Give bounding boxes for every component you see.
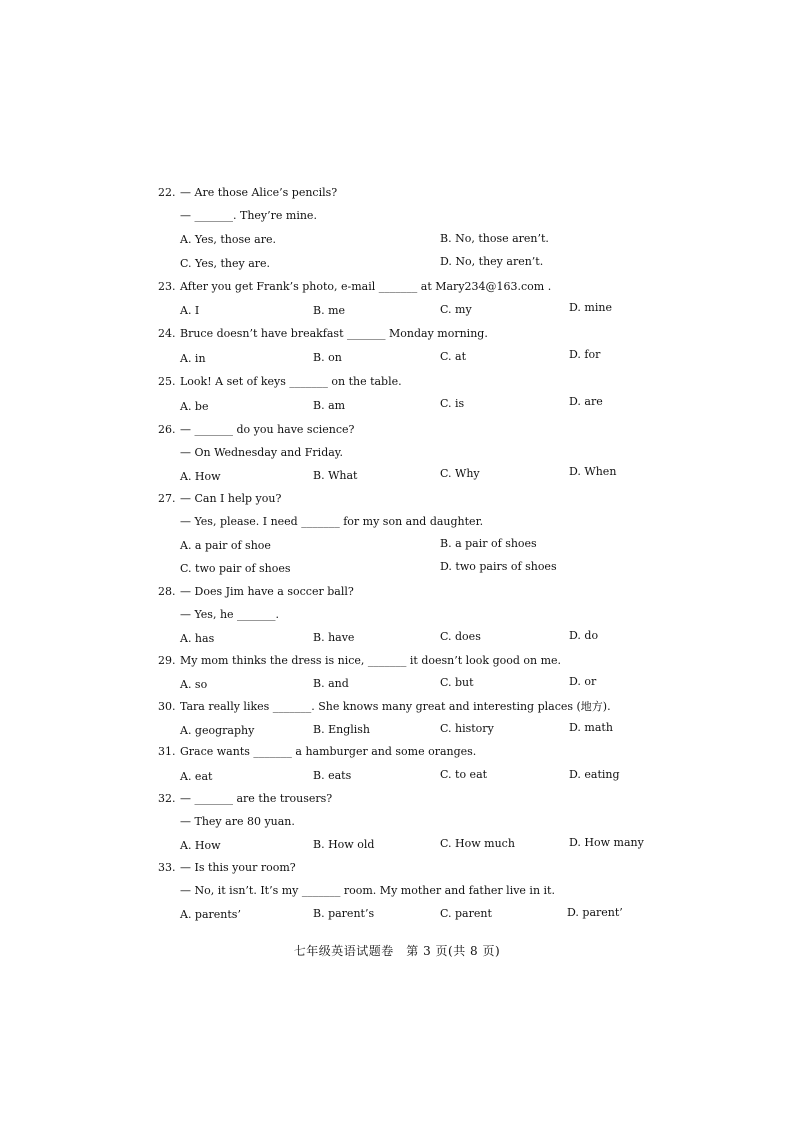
question-number: 26. [158, 423, 176, 436]
question-26-option-d: D. When [569, 465, 617, 478]
question-28-option-a: A. has [180, 632, 215, 645]
question-26-answer-line: — On Wednesday and Friday. [180, 446, 344, 459]
question-30-option-a: A. geography [180, 724, 255, 737]
question-28-stem [158, 585, 354, 599]
question-32-option-c: C. How much [440, 837, 515, 850]
question-33-stem [158, 861, 296, 875]
question-29-option-a: A. so [180, 678, 208, 691]
question-number: 33. [158, 861, 176, 874]
question-text: — _______ are the trousers? [180, 792, 333, 805]
question-text: — _______ do you have science? [180, 423, 355, 436]
question-30-option-d: D. math [569, 721, 613, 734]
question-23-stem [158, 280, 551, 294]
question-26-option-c: C. Why [440, 467, 480, 480]
question-24-option-b: B. on [313, 351, 342, 364]
question-number: 24. [158, 327, 176, 340]
question-25-stem [158, 375, 402, 389]
question-32-option-d: D. How many [569, 836, 644, 849]
question-27-option-a: A. a pair of shoe [180, 539, 271, 552]
question-number: 29. [158, 654, 176, 667]
question-number: 25. [158, 375, 176, 388]
question-24-option-a: A. in [180, 352, 206, 365]
question-number: 23. [158, 280, 176, 293]
question-29-option-d: D. or [569, 675, 597, 688]
page-footer: 七年级英语试题卷 第 3 页(共 8 页) [293, 944, 501, 958]
question-27-stem [158, 492, 281, 506]
question-25-option-c: C. is [440, 397, 465, 410]
question-32-stem [158, 792, 332, 806]
question-25-option-a: A. be [180, 400, 209, 413]
question-22-option-c: C. Yes, they are. [180, 257, 271, 270]
question-28-option-d: D. do [569, 629, 599, 642]
question-23-option-b: B. me [313, 304, 346, 317]
question-22-answer-line: — _______. They’re mine. [180, 209, 317, 222]
question-27-option-b: B. a pair of shoes [440, 537, 537, 550]
question-text: After you get Frank’s photo, e-mail _______ at Mary234@163.com . [180, 280, 552, 293]
question-number: 32. [158, 792, 176, 805]
question-text: — Are those Alice’s pencils? [180, 186, 338, 199]
question-33-option-a: A. parents’ [180, 908, 241, 921]
question-23-option-d: D. mine [569, 301, 612, 314]
question-31-option-c: C. to eat [440, 768, 488, 781]
question-25-option-b: B. am [313, 399, 346, 412]
question-26-stem [158, 423, 354, 437]
question-22-stem [158, 186, 337, 200]
question-24-option-d: D. for [569, 348, 601, 361]
question-24-option-c: C. at [440, 350, 466, 363]
question-text: — Is this your room? [180, 861, 296, 874]
question-25-option-d: D. are [569, 395, 603, 408]
question-27-option-d: D. two pairs of shoes [440, 560, 557, 573]
question-23-option-c: C. my [440, 303, 472, 316]
question-22-option-b: B. No, those aren’t. [440, 232, 549, 245]
question-29-stem [158, 654, 561, 668]
question-33-answer-line: — No, it isn’t. It’s my _______ room. My mother and father live in it. [180, 884, 555, 897]
question-22-option-a: A. Yes, those are. [180, 233, 276, 246]
question-23-option-a: A. I [180, 304, 200, 317]
question-28-option-c: C. does [440, 630, 481, 643]
question-number: 27. [158, 492, 176, 505]
question-26-option-b: B. What [313, 469, 358, 482]
question-text: My mom thinks the dress is nice, _______ it doesn’t look good on me. [180, 654, 562, 667]
question-27-option-c: C. two pair of shoes [180, 562, 291, 575]
question-33-option-c: C. parent [440, 907, 492, 920]
question-28-option-b: B. have [313, 631, 355, 644]
question-32-option-a: A. How [180, 839, 221, 852]
question-text: — Can I help you? [180, 492, 282, 505]
question-number: 30. [158, 700, 176, 713]
question-31-option-d: D. eating [569, 768, 620, 781]
question-30-option-c: C. history [440, 722, 494, 735]
question-31-stem [158, 745, 476, 759]
question-text: — Does Jim have a soccer ball? [180, 585, 354, 598]
question-30-stem [158, 700, 611, 714]
question-number: 31. [158, 745, 176, 758]
question-number: 22. [158, 186, 176, 199]
question-30-option-b: B. English [313, 723, 370, 736]
question-text: Grace wants _______ a hamburger and some oranges. [180, 745, 477, 758]
question-24-stem [158, 327, 488, 341]
question-31-option-b: B. eats [313, 769, 352, 782]
question-29-option-b: B. and [313, 677, 349, 690]
question-28-answer-line: — Yes, he _______. [180, 608, 280, 621]
question-26-option-a: A. How [180, 470, 221, 483]
question-31-option-a: A. eat [180, 770, 213, 783]
question-text: Bruce doesn’t have breakfast _______ Monday morning. [180, 327, 488, 340]
question-32-answer-line: — They are 80 yuan. [180, 815, 295, 828]
question-33-option-d: D. parent’ [567, 906, 623, 919]
question-number: 28. [158, 585, 176, 598]
question-text: Tara really likes _______. She knows many great and interesting places (地方). [180, 700, 611, 713]
question-22-option-d: D. No, they aren’t. [440, 255, 544, 268]
question-text: Look! A set of keys _______ on the table. [180, 375, 402, 388]
question-27-answer-line: — Yes, please. I need _______ for my son and daughter. [180, 515, 484, 528]
question-32-option-b: B. How old [313, 838, 375, 851]
question-29-option-c: C. but [440, 676, 474, 689]
question-33-option-b: B. parent’s [313, 907, 375, 920]
